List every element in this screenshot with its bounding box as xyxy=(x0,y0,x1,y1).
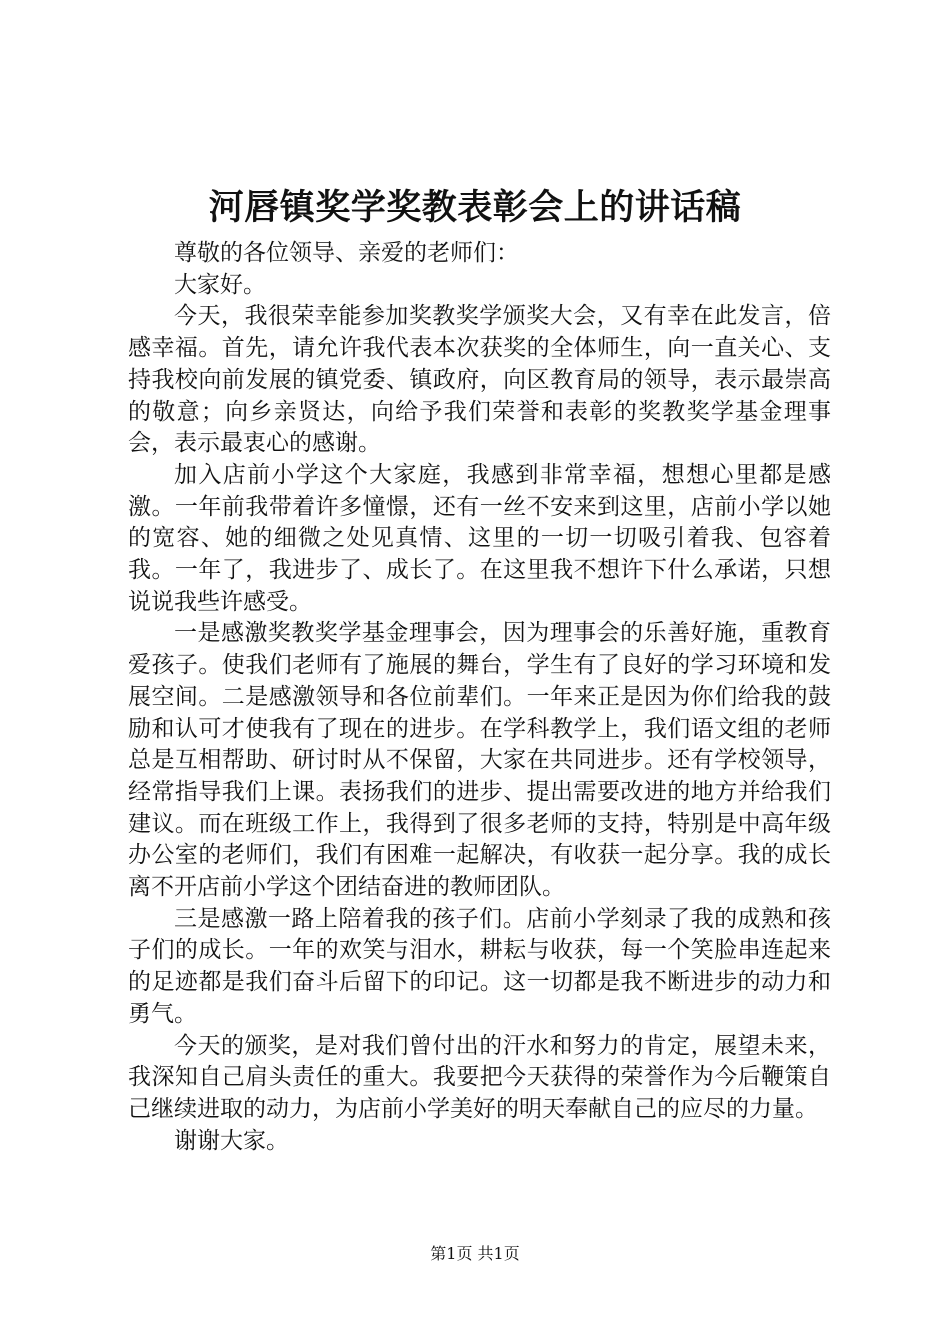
paragraph-closing: 今天的颁奖，是对我们曾付出的汗水和努力的肯定，展望未来，我深知自己肩头责任的重大。我要把今天获得的荣誉作为今后鞭策自己继续进取的动力，为店前小学美好的明天奉献自己的应尽的力量。 xyxy=(128,1032,831,1122)
paragraph-joining: 加入店前小学这个大家庭，我感到非常幸福，想想心里都是感激。一年前我带着许多憧憬，还有一丝不安来到这里，店前小学以她的宽容、她的细微之处见真情、这里的一切一切吸引着我、包容着我。一年了，我进步了、成长了。在这里我不想许下什么承诺，只想说说我些许感受。 xyxy=(128,461,831,615)
paragraph-intro: 今天，我很荣幸能参加奖教奖学颁奖大会，又有幸在此发言，倍感幸福。首先，请允许我代表本次获奖的全体师生，向一直关心、支持我校向前发展的镇党委、镇政府，向区教育局的领导，表示最崇高的敬意；向乡亲贤达，向给予我们荣誉和表彰的奖教奖学基金理事会，表示最衷心的感谢。 xyxy=(128,303,831,457)
salutation: 尊敬的各位领导、亲爱的老师们： xyxy=(174,240,519,266)
paragraph-gratitude-one-two: 一是感激奖教奖学基金理事会，因为理事会的乐善好施，重教育爱孩子。使我们老师有了施展的舞台，学生有了良好的学习环境和发展空间。二是感激领导和各位前辈们。一年来正是因为你们给我的鼓励和认可才使我有了现在的进步。在学科教学上，我们语文组的老师总是互相帮助、研讨时从不保留，大家在共同进步。还有学校领导，经常指导我们上课。表扬我们的进步、提出需要改进的地方并给我们建议。而在班级工作上，我得到了很多老师的支持，特别是中高年级办公室的老师们，我们有困难一起解决，有收获一起分享。我的成长离不开店前小学这个团结奋进的教师团队。 xyxy=(128,620,831,901)
page-footer: 第1页 共1页 xyxy=(430,1244,520,1263)
document-body xyxy=(128,238,831,1157)
thanks-line: 谢谢大家。 xyxy=(174,1127,289,1154)
paragraph-gratitude-three: 三是感激一路上陪着我的孩子们。店前小学刻录了我的成熟和孩子们的成长。一年的欢笑与泪水，耕耘与收获，每一个笑脸串连起来的足迹都是我们奋斗后留下的印记。这一切都是我不断进步的动力和勇气。 xyxy=(128,905,831,1027)
document-title: 河唇镇奖学奖教表彰会上的讲话稿 xyxy=(208,187,742,228)
greeting: 大家好。 xyxy=(174,271,266,298)
